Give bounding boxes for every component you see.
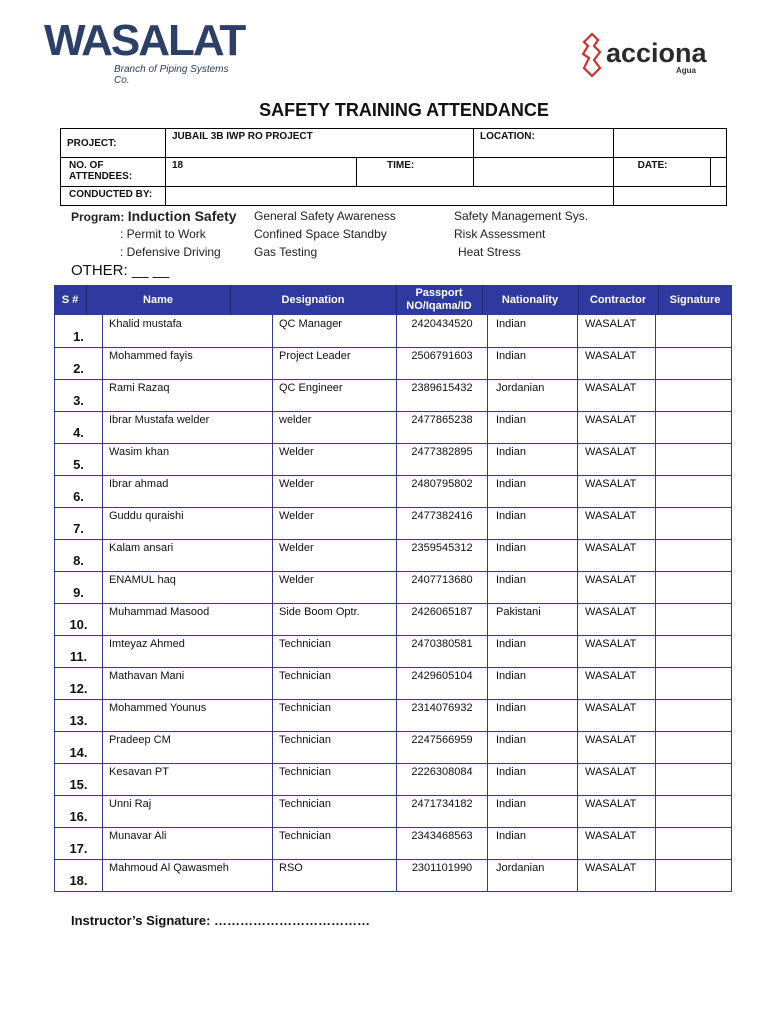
acciona-logo-tagline: Agua bbox=[676, 66, 696, 75]
program-label-block bbox=[71, 208, 237, 224]
row-signature bbox=[656, 763, 732, 795]
row-contractor: WASALAT bbox=[578, 827, 656, 859]
row-passport: 2359545312 bbox=[397, 539, 488, 571]
header-nationality: Nationality bbox=[482, 285, 579, 315]
header-sn: S # bbox=[54, 285, 87, 315]
table-row bbox=[54, 411, 732, 444]
project-label: PROJECT: bbox=[61, 129, 166, 158]
row-passport: 2471734182 bbox=[397, 795, 488, 827]
row-nationality: Indian bbox=[488, 475, 578, 507]
row-name: Munavar Ali bbox=[103, 827, 273, 859]
row-sn: 10. bbox=[54, 603, 103, 635]
row-signature bbox=[656, 475, 732, 507]
program-risk-assessment: Risk Assessment bbox=[454, 227, 546, 241]
row-sn: 1. bbox=[54, 315, 103, 347]
row-signature bbox=[656, 859, 732, 891]
program-general-safety: General Safety Awareness bbox=[254, 209, 396, 223]
row-designation: Welder bbox=[273, 539, 397, 571]
row-designation: Welder bbox=[273, 507, 397, 539]
row-sn: 18. bbox=[54, 859, 103, 891]
table-row bbox=[54, 475, 732, 508]
row-name: Unni Raj bbox=[103, 795, 273, 827]
row-passport: 2477382416 bbox=[397, 507, 488, 539]
row-contractor: WASALAT bbox=[578, 315, 656, 347]
row-contractor: WASALAT bbox=[578, 635, 656, 667]
row-signature bbox=[656, 379, 732, 411]
table-row bbox=[54, 539, 732, 572]
row-nationality: Jordanian bbox=[488, 859, 578, 891]
table-row bbox=[54, 731, 732, 764]
row-nationality: Indian bbox=[488, 571, 578, 603]
row-signature bbox=[656, 827, 732, 859]
row-passport: 2477865238 bbox=[397, 411, 488, 443]
row-contractor: WASALAT bbox=[578, 699, 656, 731]
row-designation: Welder bbox=[273, 571, 397, 603]
attendance-table-header bbox=[54, 285, 732, 315]
row-nationality: Indian bbox=[488, 827, 578, 859]
row-designation: Project Leader bbox=[273, 347, 397, 379]
row-name: Ibrar ahmad bbox=[103, 475, 273, 507]
row-name: Mohammed fayis bbox=[103, 347, 273, 379]
row-signature bbox=[656, 635, 732, 667]
time-label: TIME: bbox=[357, 158, 474, 187]
row-signature bbox=[656, 411, 732, 443]
row-sn: 9. bbox=[54, 571, 103, 603]
table-row bbox=[54, 603, 732, 636]
row-signature bbox=[656, 603, 732, 635]
row-passport: 2506791603 bbox=[397, 347, 488, 379]
row-nationality: Indian bbox=[488, 539, 578, 571]
program-safety-management: Safety Management Sys. bbox=[454, 209, 589, 223]
program-gas-testing: Gas Testing bbox=[254, 245, 318, 259]
header-passport: Passport NO/Iqama/ID bbox=[396, 285, 483, 315]
row-name: Muhammad Masood bbox=[103, 603, 273, 635]
row-name: Wasim khan bbox=[103, 443, 273, 475]
row-sn: 6. bbox=[54, 475, 103, 507]
wasalat-logo-tagline: Branch of Piping Systems Co. bbox=[114, 64, 229, 86]
table-row bbox=[54, 635, 732, 668]
row-contractor: WASALAT bbox=[578, 379, 656, 411]
row-designation: Technician bbox=[273, 763, 397, 795]
row-passport: 2247566959 bbox=[397, 731, 488, 763]
row-contractor: WASALAT bbox=[578, 795, 656, 827]
row-designation: Technician bbox=[273, 699, 397, 731]
table-row bbox=[54, 795, 732, 828]
row-signature bbox=[656, 667, 732, 699]
program-selected: Induction Safety bbox=[127, 208, 237, 224]
row-nationality: Indian bbox=[488, 763, 578, 795]
row-nationality: Indian bbox=[488, 795, 578, 827]
program-defensive-driving: : Defensive Driving bbox=[120, 245, 221, 259]
row-passport: 2343468563 bbox=[397, 827, 488, 859]
instructor-signature: Instructor’s Signature: ……………………………… bbox=[71, 913, 371, 928]
row-designation: Technician bbox=[273, 731, 397, 763]
row-name: Imteyaz Ahmed bbox=[103, 635, 273, 667]
row-signature bbox=[656, 539, 732, 571]
table-row bbox=[54, 507, 732, 540]
row-passport: 2301101990 bbox=[397, 859, 488, 891]
row-contractor: WASALAT bbox=[578, 859, 656, 891]
row-name: Rami Razaq bbox=[103, 379, 273, 411]
row-designation: RSO bbox=[273, 859, 397, 891]
row-designation: Welder bbox=[273, 475, 397, 507]
row-signature bbox=[656, 731, 732, 763]
row-contractor: WASALAT bbox=[578, 443, 656, 475]
table-row bbox=[54, 315, 732, 348]
project-info-table bbox=[60, 128, 727, 206]
row-contractor: WASALAT bbox=[578, 475, 656, 507]
row-signature bbox=[656, 571, 732, 603]
row-nationality: Indian bbox=[488, 699, 578, 731]
row-nationality: Indian bbox=[488, 667, 578, 699]
row-sn: 3. bbox=[54, 379, 103, 411]
table-row bbox=[54, 827, 732, 860]
row-passport: 2407713680 bbox=[397, 571, 488, 603]
document-title: SAFETY TRAINING ATTENDANCE bbox=[259, 100, 549, 120]
row-name: Mohammed Younus bbox=[103, 699, 273, 731]
location-label: LOCATION: bbox=[474, 129, 614, 158]
row-sn: 12. bbox=[54, 667, 103, 699]
program-permit-to-work: : Permit to Work bbox=[120, 227, 206, 241]
row-contractor: WASALAT bbox=[578, 763, 656, 795]
row-designation: Technician bbox=[273, 795, 397, 827]
row-passport: 2420434520 bbox=[397, 315, 488, 347]
row-designation: QC Engineer bbox=[273, 379, 397, 411]
table-row bbox=[54, 571, 732, 604]
acciona-logo bbox=[580, 30, 710, 80]
row-signature bbox=[656, 507, 732, 539]
row-signature bbox=[656, 443, 732, 475]
location-value bbox=[613, 129, 726, 158]
table-row bbox=[54, 763, 732, 796]
attendees-label: NO. OF ATTENDEES: bbox=[61, 158, 166, 187]
program-confined-space: Confined Space Standby bbox=[254, 227, 387, 241]
table-row bbox=[54, 379, 732, 412]
row-passport: 2477382895 bbox=[397, 443, 488, 475]
row-sn: 15. bbox=[54, 763, 103, 795]
row-signature bbox=[656, 315, 732, 347]
row-name: Mahmoud Al Qawasmeh bbox=[103, 859, 273, 891]
row-passport: 2389615432 bbox=[397, 379, 488, 411]
row-contractor: WASALAT bbox=[578, 731, 656, 763]
header-designation: Designation bbox=[230, 285, 397, 315]
row-passport: 2429605104 bbox=[397, 667, 488, 699]
conducted-by-extra bbox=[613, 187, 726, 206]
row-name: Mathavan Mani bbox=[103, 667, 273, 699]
row-signature bbox=[656, 795, 732, 827]
table-row bbox=[54, 667, 732, 700]
date-label: DATE: bbox=[613, 158, 710, 187]
wasalat-logo bbox=[44, 16, 245, 86]
row-nationality: Indian bbox=[488, 411, 578, 443]
program-heat-stress: Heat Stress bbox=[458, 245, 521, 259]
row-sn: 5. bbox=[54, 443, 103, 475]
date-value bbox=[710, 158, 726, 187]
row-name: Pradeep CM bbox=[103, 731, 273, 763]
row-sn: 7. bbox=[54, 507, 103, 539]
row-nationality: Indian bbox=[488, 443, 578, 475]
acciona-leaf-icon bbox=[580, 32, 604, 78]
project-value: JUBAIL 3B IWP RO PROJECT bbox=[166, 129, 474, 158]
row-contractor: WASALAT bbox=[578, 667, 656, 699]
row-passport: 2470380581 bbox=[397, 635, 488, 667]
row-nationality: Pakistani bbox=[488, 603, 578, 635]
header-contractor: Contractor bbox=[578, 285, 659, 315]
conducted-by-label: CONDUCTED BY: bbox=[61, 187, 166, 206]
row-nationality: Indian bbox=[488, 315, 578, 347]
row-sn: 2. bbox=[54, 347, 103, 379]
row-nationality: Jordanian bbox=[488, 379, 578, 411]
row-sn: 8. bbox=[54, 539, 103, 571]
row-designation: welder bbox=[273, 411, 397, 443]
row-passport: 2314076932 bbox=[397, 699, 488, 731]
row-contractor: WASALAT bbox=[578, 347, 656, 379]
row-name: ENAMUL haq bbox=[103, 571, 273, 603]
row-contractor: WASALAT bbox=[578, 539, 656, 571]
row-name: Kalam ansari bbox=[103, 539, 273, 571]
row-designation: QC Manager bbox=[273, 315, 397, 347]
table-row bbox=[54, 699, 732, 732]
header-name: Name bbox=[86, 285, 231, 315]
table-row bbox=[54, 443, 732, 476]
row-signature bbox=[656, 347, 732, 379]
header-signature: Signature bbox=[669, 293, 721, 306]
row-sn: 17. bbox=[54, 827, 103, 859]
row-signature bbox=[656, 699, 732, 731]
row-nationality: Indian bbox=[488, 347, 578, 379]
row-passport: 2226308084 bbox=[397, 763, 488, 795]
conducted-by-value bbox=[166, 187, 614, 206]
row-passport: 2480795802 bbox=[397, 475, 488, 507]
row-sn: 13. bbox=[54, 699, 103, 731]
time-value bbox=[474, 158, 614, 187]
row-designation: Side Boom Optr. bbox=[273, 603, 397, 635]
row-name: Guddu quraishi bbox=[103, 507, 273, 539]
row-nationality: Indian bbox=[488, 507, 578, 539]
row-nationality: Indian bbox=[488, 731, 578, 763]
row-designation: Technician bbox=[273, 827, 397, 859]
row-name: Khalid mustafa bbox=[103, 315, 273, 347]
wasalat-logo-wordmark: WASALAT bbox=[44, 16, 245, 65]
attendees-value: 18 bbox=[166, 158, 357, 187]
row-sn: 4. bbox=[54, 411, 103, 443]
acciona-logo-wordmark: acciona bbox=[606, 38, 707, 68]
row-sn: 11. bbox=[54, 635, 103, 667]
table-row bbox=[54, 347, 732, 380]
row-contractor: WASALAT bbox=[578, 507, 656, 539]
row-sn: 16. bbox=[54, 795, 103, 827]
row-nationality: Indian bbox=[488, 635, 578, 667]
row-contractor: WASALAT bbox=[578, 603, 656, 635]
row-contractor: WASALAT bbox=[578, 411, 656, 443]
table-row bbox=[54, 859, 732, 892]
row-contractor: WASALAT bbox=[578, 571, 656, 603]
row-designation: Technician bbox=[273, 635, 397, 667]
program-label: Program: bbox=[71, 210, 125, 224]
row-name: Ibrar Mustafa welder bbox=[103, 411, 273, 443]
row-name: Kesavan PT bbox=[103, 763, 273, 795]
row-designation: Welder bbox=[273, 443, 397, 475]
row-designation: Technician bbox=[273, 667, 397, 699]
row-sn: 14. bbox=[54, 731, 103, 763]
row-passport: 2426065187 bbox=[397, 603, 488, 635]
program-other: OTHER: __ __ bbox=[71, 262, 170, 279]
